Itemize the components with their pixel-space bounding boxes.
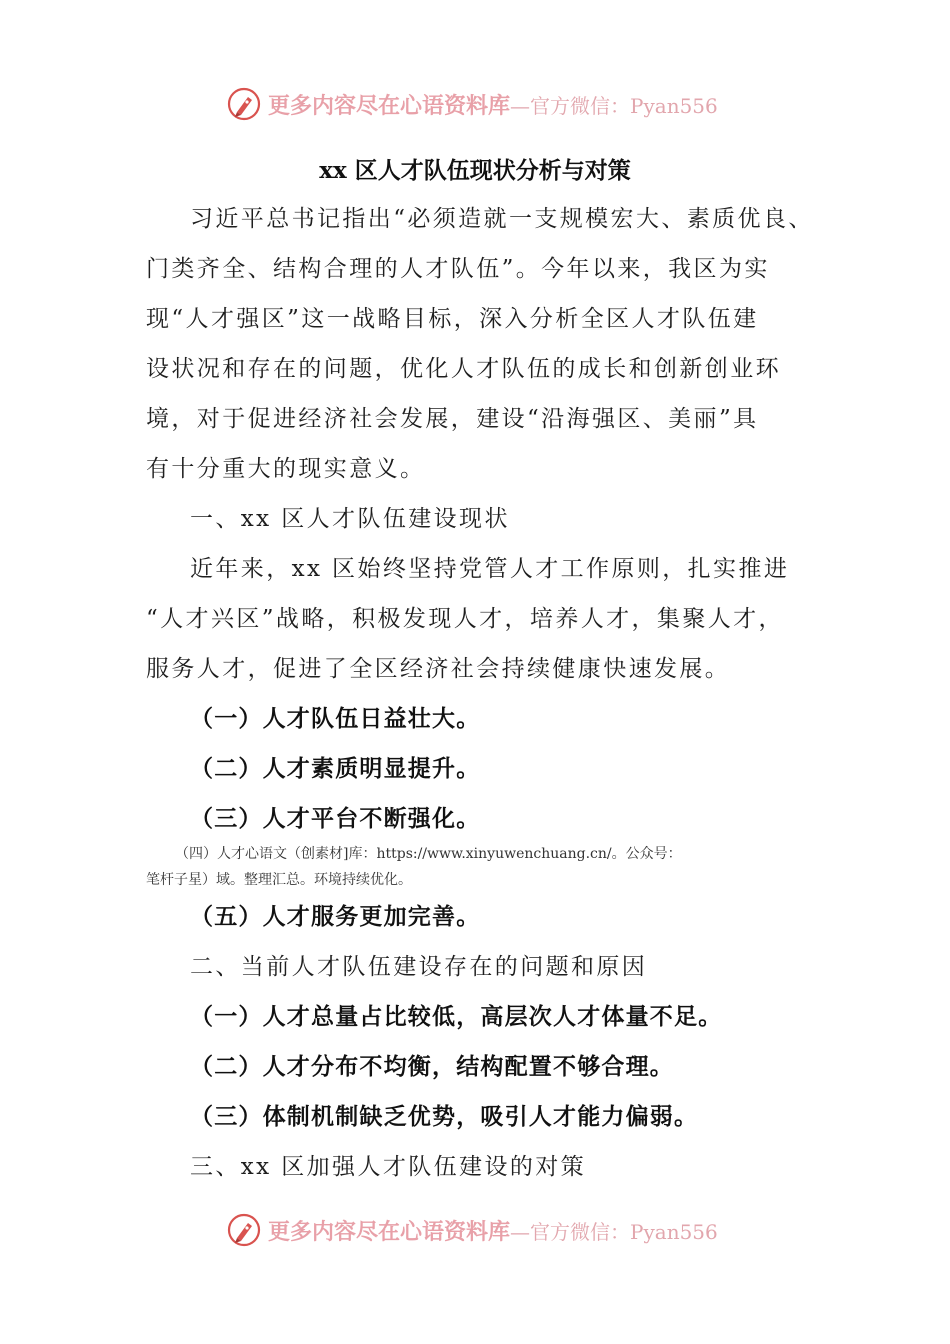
watermark-brand: 更多内容尽在心语资料库	[268, 92, 511, 119]
watermark-banner-bottom	[226, 1210, 718, 1250]
section2-item: （二）人才分布不均衡，结构配置不够合理。	[190, 1053, 674, 1080]
section-heading-1: 一、xx 区人才队伍建设现状	[190, 506, 510, 532]
intro-line: 境，对于促进经济社会发展，建设“沿海强区、美丽”具	[146, 406, 759, 432]
section1-item: （五）人才服务更加完善。	[190, 903, 481, 930]
small-note-line: （四）人才心语文（创素材]库：https://www.xinyuwenchuang.cn/。公众号：	[175, 846, 682, 862]
section-heading-3: 三、xx 区加强人才队伍建设的对策	[190, 1154, 587, 1180]
pen-nib-icon	[226, 86, 262, 122]
intro-line: 设状况和存在的问题，优化人才队伍的成长和创新创业环	[146, 356, 781, 382]
intro-line: 门类齐全、结构合理的人才队伍”。今年以来，我区为实	[146, 256, 770, 282]
section1-item: （三）人才平台不断强化。	[190, 805, 481, 832]
section1-item: （二）人才素质明显提升。	[190, 755, 481, 782]
intro-line: 现“人才强区”这一战略目标，深入分析全区人才队伍建	[146, 306, 759, 332]
pen-nib-icon	[226, 1212, 262, 1248]
small-note-line: 笔杆子星）域。整理汇总。环境持续优化。	[146, 872, 412, 888]
section1-line: “人才兴区”战略，积极发现人才，培养人才，集聚人才，	[146, 606, 784, 632]
intro-line: 习近平总书记指出“必须造就一支规模宏大、素质优良、	[190, 206, 814, 232]
watermark-contact: —官方微信：Pyan556	[510, 93, 718, 118]
watermark-contact: —官方微信：Pyan556	[510, 1219, 718, 1244]
watermark-banner-top	[226, 84, 718, 124]
section2-item: （三）体制机制缺乏优势，吸引人才能力偏弱。	[190, 1103, 699, 1130]
section1-item: （一）人才队伍日益壮大。	[190, 705, 481, 732]
section2-item: （一）人才总量占比较低，高层次人才体量不足。	[190, 1003, 723, 1030]
watermark-brand: 更多内容尽在心语资料库	[268, 1218, 511, 1245]
section1-line: 近年来，xx 区始终坚持党管人才工作原则，扎实推进	[190, 556, 790, 582]
section-heading-2: 二、当前人才队伍建设存在的问题和原因	[190, 954, 648, 980]
document-title: xx 区人才队伍现状分析与对策	[319, 157, 631, 184]
section1-line: 服务人才，促进了全区经济社会持续健康快速发展。	[146, 656, 731, 682]
intro-line: 有十分重大的现实意义。	[146, 456, 426, 482]
